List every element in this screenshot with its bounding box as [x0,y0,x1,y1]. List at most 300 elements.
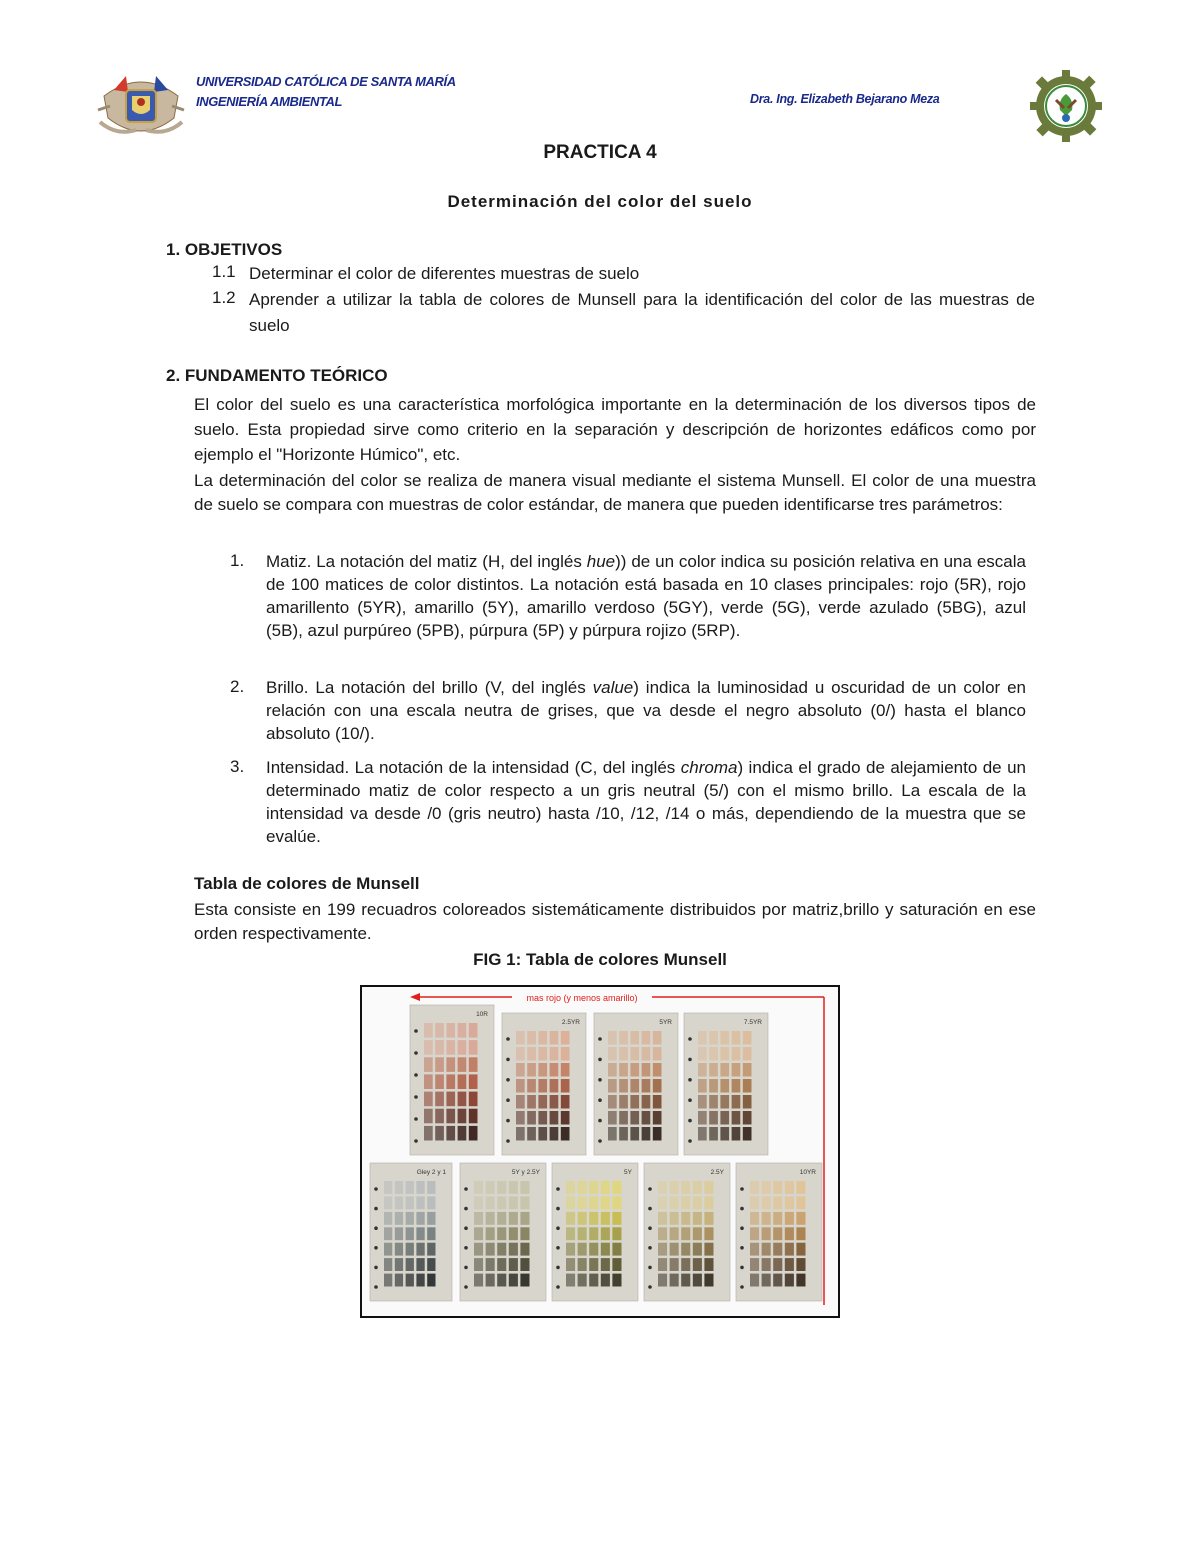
color-chip [527,1111,536,1125]
color-chip [395,1258,403,1271]
color-chip [796,1212,805,1225]
color-chip [670,1181,679,1194]
color-chip [427,1258,435,1271]
color-chip [474,1181,483,1194]
university-name: UNIVERSIDAD CATÓLICA DE SANTA MARÍA [196,74,456,89]
color-chip [670,1243,679,1256]
binder-hole [648,1246,652,1250]
binder-hole [414,1051,418,1055]
color-chip [750,1274,759,1287]
color-chip [395,1227,403,1240]
color-chip [601,1243,610,1256]
color-chip [612,1274,621,1287]
color-chip [520,1212,529,1225]
color-chip [435,1092,444,1107]
color-chip [384,1258,392,1271]
list-item-text: ) indica el grado de alejamiento de un determinado matiz de color respecto a un gris neutral (5/) con el mismo brillo. La escala de la intensidad va desde /0 (gris neutro) hasta /10, /12, /14 o más, dependiendo de la muestra que se evalúe. [266,758,1026,846]
color-chip [446,1023,455,1038]
color-chip [589,1212,598,1225]
color-chip [395,1212,403,1225]
color-chip [435,1023,444,1038]
color-chip [653,1095,662,1109]
color-chip [773,1274,782,1287]
color-chip [653,1127,662,1141]
color-chip [458,1074,467,1089]
binder-hole [688,1037,692,1041]
munsell-page-label: 10R [476,1011,488,1018]
color-chip [681,1243,690,1256]
color-chip [658,1274,667,1287]
color-chip [720,1031,729,1045]
color-chip [509,1258,518,1271]
color-chip [619,1127,628,1141]
theory-paragraph: La determinación del color se realiza de manera visual mediante el sistema Munsell. El color de una muestra de suelo se compara con muestras de color estándar, de manera que pueden identificarse tres parámetros: [194,471,1036,514]
color-chip [750,1227,759,1240]
color-chip [406,1212,414,1225]
color-chip [589,1274,598,1287]
color-chip [435,1074,444,1089]
color-chip [561,1063,570,1077]
color-chip [538,1095,547,1109]
color-chip [704,1274,713,1287]
color-chip [762,1181,771,1194]
color-chip [720,1079,729,1093]
binder-hole [598,1139,602,1143]
color-chip [550,1031,559,1045]
color-chip [384,1212,392,1225]
munsell-page [410,1005,494,1155]
color-chip [520,1243,529,1256]
color-chip [469,1126,478,1141]
color-chip [785,1227,794,1240]
color-chip [762,1212,771,1225]
color-chip [796,1181,805,1194]
color-chip [561,1127,570,1141]
munsell-page-label: 5Y y 2.5Y [511,1169,540,1176]
color-chip [427,1243,435,1256]
color-chip [720,1047,729,1061]
color-chip [642,1079,651,1093]
color-chip [424,1057,433,1072]
color-chip [658,1196,667,1209]
color-chip [474,1274,483,1287]
binder-hole [740,1246,744,1250]
list-item-term: chroma [680,758,738,777]
color-chip [704,1258,713,1271]
binder-hole [556,1285,560,1289]
color-chip [601,1258,610,1271]
color-chip [578,1227,587,1240]
color-chip [486,1258,495,1271]
color-chip [630,1047,639,1061]
color-chip [458,1023,467,1038]
color-chip [589,1258,598,1271]
color-chip [681,1181,690,1194]
list-item-text: Brillo. La notación del brillo (V, del inglés [266,678,593,697]
color-chip [395,1274,403,1287]
color-chip [474,1227,483,1240]
color-chip [619,1063,628,1077]
munsell-heading: Tabla de colores de Munsell [194,874,420,893]
list-item-text: Matiz. La notación del matiz (H, del inglés [266,552,587,571]
binder-hole [648,1226,652,1230]
color-chip [395,1196,403,1209]
color-chip [406,1274,414,1287]
color-chip [796,1196,805,1209]
color-chip [527,1063,536,1077]
color-chip [435,1109,444,1124]
objective-text: Aprender a utilizar la tabla de colores de Munsell para la identificación del color de las muestras de suelo [249,290,1035,335]
color-chip [458,1092,467,1107]
color-chip [732,1063,741,1077]
color-chip [406,1196,414,1209]
munsell-page [644,1163,730,1301]
color-chip [474,1258,483,1271]
color-chip [732,1047,741,1061]
color-chip [743,1111,752,1125]
list-item [266,550,1026,642]
color-chip [527,1079,536,1093]
color-chip [497,1274,506,1287]
color-chip [750,1212,759,1225]
color-chip [670,1274,679,1287]
binder-hole [374,1266,378,1270]
binder-hole [506,1037,510,1041]
color-chip [619,1095,628,1109]
color-chip [601,1227,610,1240]
color-chip [743,1095,752,1109]
color-chip [698,1031,707,1045]
binder-hole [598,1037,602,1041]
munsell-page-label: 2.5Y [710,1169,724,1176]
color-chip [474,1196,483,1209]
color-chip [750,1196,759,1209]
color-chip [704,1227,713,1240]
theory-paragraph: El color del suelo es una característica morfológica importante en la determinación de los diversos tipos de suelo. Esta propiedad sirve como criterio en la separación y descripción de horizontes edáficos como por ejemplo el "Horizonte Húmico", etc. [194,395,1036,464]
color-chip [608,1111,617,1125]
color-chip [486,1196,495,1209]
color-chip [608,1095,617,1109]
color-chip [612,1258,621,1271]
color-chip [698,1063,707,1077]
color-chip [416,1274,424,1287]
color-chip [642,1111,651,1125]
binder-hole [506,1058,510,1062]
color-chip [743,1031,752,1045]
color-chip [427,1227,435,1240]
color-chip [709,1031,718,1045]
color-chip [612,1196,621,1209]
color-chip [658,1243,667,1256]
color-chip [762,1196,771,1209]
color-chip [653,1063,662,1077]
binder-hole [648,1266,652,1270]
color-chip [424,1126,433,1141]
binder-hole [598,1098,602,1102]
color-chip [601,1196,610,1209]
color-chip [698,1111,707,1125]
color-chip [612,1212,621,1225]
color-chip [516,1047,525,1061]
color-chip [458,1040,467,1055]
binder-hole [464,1187,468,1191]
color-chip [704,1212,713,1225]
color-chip [384,1227,392,1240]
color-chip [608,1063,617,1077]
munsell-page [502,1013,586,1155]
school-name: INGENIERÍA AMBIENTAL [196,94,343,109]
color-chip [612,1243,621,1256]
color-chip [698,1079,707,1093]
color-chip [785,1212,794,1225]
list-item-term: hue [586,552,616,571]
color-chip [773,1243,782,1256]
color-chip [653,1031,662,1045]
color-chip [658,1258,667,1271]
color-chip [750,1258,759,1271]
binder-hole [414,1117,418,1121]
color-chip [469,1023,478,1038]
color-chip [538,1079,547,1093]
color-chip [497,1181,506,1194]
color-chip [619,1079,628,1093]
color-chip [509,1181,518,1194]
binder-hole [506,1078,510,1082]
list-item-text: )) de un color indica su posición relativa en una escala de 100 matices de color distintos. La notación está basada en 10 clases principales: rojo (5R), rojo amarillento (5YR), amarillo (5Y), amarillo verdoso (5GY), verde (5G), verde azulado (5BG), azul (5B), azul purpúreo (5PB), púrpura (5P) y púrpura rojizo (5RP). [266,552,1026,640]
color-chip [601,1212,610,1225]
color-chip [497,1258,506,1271]
color-chip [720,1095,729,1109]
color-chip [497,1227,506,1240]
binder-hole [598,1058,602,1062]
color-chip [578,1212,587,1225]
color-chip [709,1047,718,1061]
page-title: PRACTICA 4 [543,142,657,163]
color-chip [698,1127,707,1141]
color-chip [608,1031,617,1045]
color-chip [612,1227,621,1240]
page-subtitle: Determinación del color del suelo [447,192,753,211]
color-chip [566,1274,575,1287]
color-chip [509,1196,518,1209]
color-chip [630,1095,639,1109]
color-chip [681,1227,690,1240]
munsell-page-label: 5YR [659,1019,672,1026]
binder-hole [648,1207,652,1211]
color-chip [589,1181,598,1194]
color-chip [427,1212,435,1225]
color-chip [732,1079,741,1093]
list-number: 1. [230,551,245,570]
color-chip [406,1181,414,1194]
color-chip [469,1074,478,1089]
color-chip [619,1111,628,1125]
color-chip [785,1274,794,1287]
color-chip [653,1079,662,1093]
binder-hole [556,1226,560,1230]
color-chip [486,1274,495,1287]
color-chip [681,1196,690,1209]
color-chip [681,1212,690,1225]
color-chip [427,1196,435,1209]
color-chip [630,1127,639,1141]
color-chip [486,1181,495,1194]
color-chip [762,1243,771,1256]
color-chip [416,1243,424,1256]
color-chip [693,1274,702,1287]
color-chip [630,1031,639,1045]
binder-hole [374,1187,378,1191]
color-chip [796,1243,805,1256]
binder-hole [688,1078,692,1082]
color-chip [435,1126,444,1141]
color-chip [698,1047,707,1061]
binder-hole [598,1119,602,1123]
binder-hole [598,1078,602,1082]
color-chip [601,1181,610,1194]
color-chip [516,1031,525,1045]
color-chip [561,1095,570,1109]
color-chip [509,1227,518,1240]
munsell-chart-figure [360,985,840,1318]
color-chip [608,1047,617,1061]
color-chip [486,1212,495,1225]
binder-hole [414,1029,418,1033]
color-chip [709,1079,718,1093]
color-chip [693,1212,702,1225]
color-chip [395,1243,403,1256]
color-chip [601,1274,610,1287]
color-chip [469,1092,478,1107]
binder-hole [648,1187,652,1191]
binder-hole [688,1119,692,1123]
munsell-description: Esta consiste en 199 recuadros coloreados sistemáticamente distribuidos por matriz,brillo y saturación en ese orden respectivamente. [194,900,1036,943]
color-chip [406,1258,414,1271]
university-crest-icon [96,66,186,146]
binder-hole [688,1139,692,1143]
color-chip [561,1079,570,1093]
color-chip [709,1111,718,1125]
color-chip [743,1079,752,1093]
color-chip [446,1057,455,1072]
color-chip [743,1047,752,1061]
color-chip [474,1243,483,1256]
munsell-page-label: 2.5YR [561,1019,580,1026]
binder-hole [464,1226,468,1230]
color-chip [630,1111,639,1125]
color-chip [538,1127,547,1141]
color-chip [681,1274,690,1287]
binder-hole [740,1207,744,1211]
color-chip [732,1031,741,1045]
list-item-term: value [592,678,634,697]
color-chip [497,1212,506,1225]
binder-hole [506,1098,510,1102]
color-chip [550,1111,559,1125]
color-chip [446,1040,455,1055]
color-chip [561,1047,570,1061]
color-chip [486,1243,495,1256]
color-chip [509,1274,518,1287]
munsell-page [460,1163,546,1301]
binder-hole [556,1266,560,1270]
color-chip [589,1227,598,1240]
color-chip [566,1212,575,1225]
color-chip [578,1258,587,1271]
color-chip [589,1243,598,1256]
color-chip [762,1227,771,1240]
color-chip [509,1212,518,1225]
color-chip [762,1274,771,1287]
color-chip [785,1243,794,1256]
color-chip [474,1212,483,1225]
binder-hole [688,1058,692,1062]
color-chip [538,1047,547,1061]
color-chip [527,1095,536,1109]
color-chip [566,1258,575,1271]
color-chip [538,1063,547,1077]
color-chip [773,1196,782,1209]
binder-hole [374,1285,378,1289]
binder-hole [464,1207,468,1211]
color-chip [693,1181,702,1194]
color-chip [395,1181,403,1194]
color-chip [743,1063,752,1077]
color-chip [578,1196,587,1209]
color-chip [773,1227,782,1240]
color-chip [446,1074,455,1089]
color-chip [653,1111,662,1125]
munsell-page [736,1163,822,1301]
binder-hole [414,1073,418,1077]
objectives-heading: 1. OBJETIVOS [166,240,283,259]
color-chip [796,1258,805,1271]
munsell-chart-image [362,987,838,1316]
munsell-page-label: 5Y [624,1169,632,1176]
color-chip [384,1196,392,1209]
binder-hole [506,1139,510,1143]
binder-hole [688,1098,692,1102]
color-chip [435,1057,444,1072]
color-chip [704,1181,713,1194]
color-chip [527,1047,536,1061]
munsell-page-label: Gley 2 y 1 [416,1169,446,1176]
color-chip [608,1079,617,1093]
color-chip [612,1181,621,1194]
color-chip [516,1127,525,1141]
figure-caption: FIG 1: Tabla de colores Munsell [473,950,727,969]
color-chip [416,1181,424,1194]
binder-hole [740,1285,744,1289]
color-chip [658,1181,667,1194]
professor-name: Dra. Ing. Elizabeth Bejarano Meza [750,92,940,106]
color-chip [693,1258,702,1271]
list-number: 2. [230,677,245,696]
arrow-label: mas rojo (y menos amarillo) [526,993,638,1003]
binder-hole [464,1285,468,1289]
color-chip [642,1031,651,1045]
color-chip [693,1196,702,1209]
color-chip [608,1127,617,1141]
binder-hole [374,1246,378,1250]
color-chip [630,1063,639,1077]
color-chip [566,1181,575,1194]
binder-hole [414,1139,418,1143]
color-chip [750,1243,759,1256]
color-chip [762,1258,771,1271]
color-chip [658,1212,667,1225]
color-chip [416,1258,424,1271]
